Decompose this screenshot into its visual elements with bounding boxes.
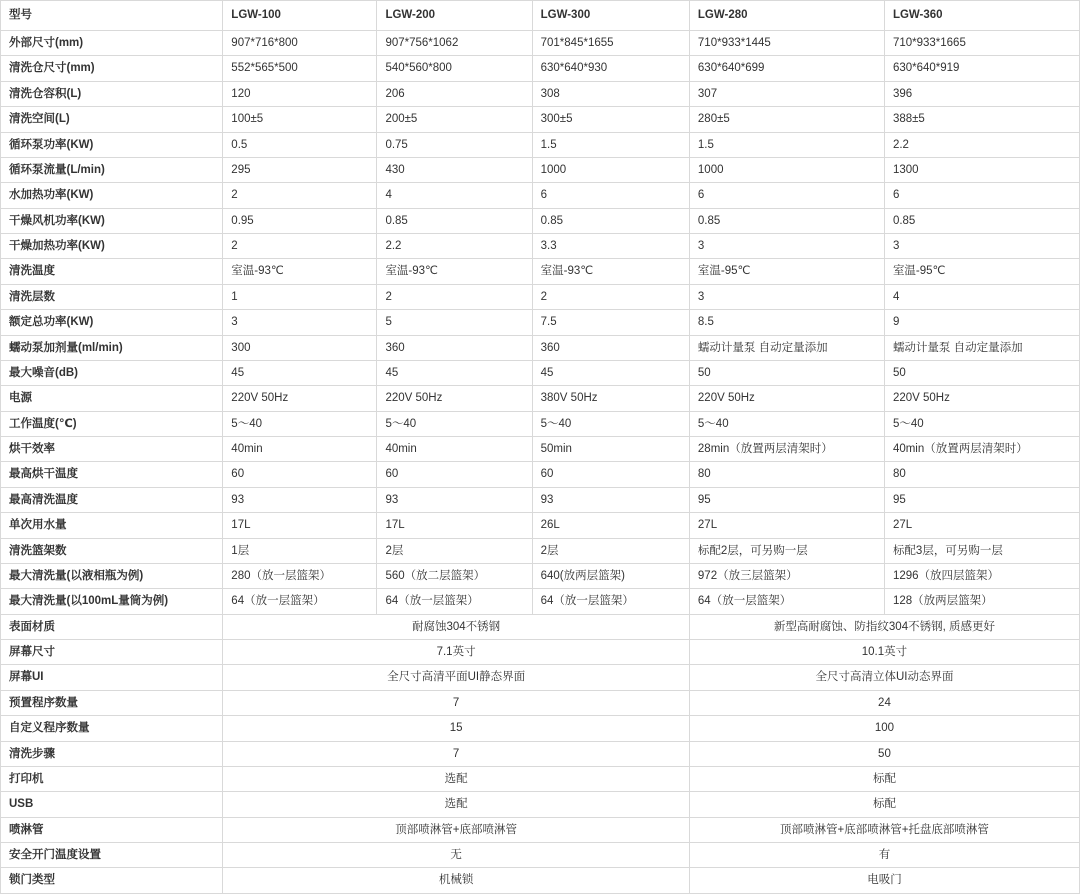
- table-row: [1, 386, 1080, 411]
- row-label: 循环泵流量(L/min): [1, 157, 223, 182]
- row-value: 27L: [689, 513, 884, 538]
- row-value: 5〜40: [223, 411, 377, 436]
- row-value-right-group: 50: [689, 741, 1079, 766]
- row-value: 45: [377, 360, 532, 385]
- row-value: 6: [532, 183, 689, 208]
- table-row: [1, 437, 1080, 462]
- row-value: 0.85: [884, 208, 1079, 233]
- row-value: 0.85: [689, 208, 884, 233]
- row-value: 1: [223, 284, 377, 309]
- model-header-5: LGW-360: [884, 1, 1079, 31]
- row-label: 清洗步骤: [1, 741, 223, 766]
- row-value: 27L: [884, 513, 1079, 538]
- row-value: 4: [884, 284, 1079, 309]
- row-value: 560（放二层篮架）: [377, 563, 532, 588]
- row-value-left-group: 7.1英寸: [223, 640, 690, 665]
- row-value: 95: [884, 487, 1079, 512]
- row-value: 3: [884, 234, 1079, 259]
- row-value: 8.5: [689, 310, 884, 335]
- table-row: [1, 234, 1080, 259]
- table-row: [1, 132, 1080, 157]
- row-value-right-group: 顶部喷淋管+底部喷淋管+托盘底部喷淋管: [689, 817, 1079, 842]
- row-label: 清洗空间(L): [1, 107, 223, 132]
- row-value: 120: [223, 81, 377, 106]
- row-value: 307: [689, 81, 884, 106]
- row-value: 2层: [377, 538, 532, 563]
- row-value: 80: [689, 462, 884, 487]
- table-row: [1, 56, 1080, 81]
- row-value-right-group: 有: [689, 843, 1079, 868]
- row-value: 220V 50Hz: [223, 386, 377, 411]
- row-value: 308: [532, 81, 689, 106]
- row-value: 206: [377, 81, 532, 106]
- row-value: 907*716*800: [223, 31, 377, 56]
- row-label: 烘干效率: [1, 437, 223, 462]
- row-value: 2.2: [884, 132, 1079, 157]
- row-value: 40min: [223, 437, 377, 462]
- row-value: 93: [532, 487, 689, 512]
- row-label: USB: [1, 792, 223, 817]
- row-value-right-group: 100: [689, 716, 1079, 741]
- row-label: 最大噪音(dB): [1, 360, 223, 385]
- row-value: 5: [377, 310, 532, 335]
- row-label: 最高清洗温度: [1, 487, 223, 512]
- row-value: 701*845*1655: [532, 31, 689, 56]
- row-value: 360: [532, 335, 689, 360]
- table-row-merged: [1, 792, 1080, 817]
- row-value: 0.5: [223, 132, 377, 157]
- row-value: 50min: [532, 437, 689, 462]
- table-row-merged: [1, 640, 1080, 665]
- row-label: 喷淋管: [1, 817, 223, 842]
- row-label: 自定义程序数量: [1, 716, 223, 741]
- table-row: [1, 335, 1080, 360]
- row-label: 循环泵功率(KW): [1, 132, 223, 157]
- row-value: 6: [884, 183, 1079, 208]
- table-row: [1, 259, 1080, 284]
- row-label: 屏幕UI: [1, 665, 223, 690]
- table-row-merged: [1, 690, 1080, 715]
- row-value: 64（放一层篮架）: [689, 589, 884, 614]
- row-value: 1层: [223, 538, 377, 563]
- row-value: 95: [689, 487, 884, 512]
- row-label: 安全开门温度设置: [1, 843, 223, 868]
- row-value: 630*640*919: [884, 56, 1079, 81]
- row-value-right-group: 24: [689, 690, 1079, 715]
- row-value: 室温-93℃: [532, 259, 689, 284]
- row-label: 水加热功率(KW): [1, 183, 223, 208]
- row-value: 3.3: [532, 234, 689, 259]
- row-value: 220V 50Hz: [689, 386, 884, 411]
- row-label: 外部尺寸(mm): [1, 31, 223, 56]
- table-row-merged: [1, 766, 1080, 791]
- row-value: 5〜40: [689, 411, 884, 436]
- model-header-1: LGW-100: [223, 1, 377, 31]
- row-value: 972（放三层篮架）: [689, 563, 884, 588]
- row-value: 1000: [689, 157, 884, 182]
- row-label: 清洗层数: [1, 284, 223, 309]
- row-value-right-group: 电吸门: [689, 868, 1079, 893]
- row-value-left-group: 选配: [223, 792, 690, 817]
- row-value: 3: [223, 310, 377, 335]
- row-value: 室温-93℃: [223, 259, 377, 284]
- row-value: 710*933*1445: [689, 31, 884, 56]
- row-value: 标配3层，可另购一层: [884, 538, 1079, 563]
- row-value: 0.85: [377, 208, 532, 233]
- row-value: 64（放一层篮架）: [223, 589, 377, 614]
- row-value-left-group: 顶部喷淋管+底部喷淋管: [223, 817, 690, 842]
- row-value-left-group: 选配: [223, 766, 690, 791]
- row-value: 1300: [884, 157, 1079, 182]
- row-label: 锁门类型: [1, 868, 223, 893]
- row-value: 710*933*1665: [884, 31, 1079, 56]
- row-label: 单次用水量: [1, 513, 223, 538]
- row-value: 64（放一层篮架）: [377, 589, 532, 614]
- row-value: 1.5: [532, 132, 689, 157]
- row-label: 屏幕尺寸: [1, 640, 223, 665]
- row-label: 清洗仓尺寸(mm): [1, 56, 223, 81]
- table-row: [1, 360, 1080, 385]
- row-value-right-group: 全尺寸高清立体UI动态界面: [689, 665, 1079, 690]
- row-value: 630*640*930: [532, 56, 689, 81]
- table-row-merged: [1, 741, 1080, 766]
- row-label: 最大清洗量(以液相瓶为例): [1, 563, 223, 588]
- table-row: [1, 513, 1080, 538]
- model-header-3: LGW-300: [532, 1, 689, 31]
- row-label: 工作温度(℃): [1, 411, 223, 436]
- row-value: 360: [377, 335, 532, 360]
- table-row: [1, 538, 1080, 563]
- row-value: 9: [884, 310, 1079, 335]
- row-label: 打印机: [1, 766, 223, 791]
- row-value: 64（放一层篮架）: [532, 589, 689, 614]
- row-value: 2: [377, 284, 532, 309]
- row-value: 1296（放四层篮架）: [884, 563, 1079, 588]
- row-value: 50: [884, 360, 1079, 385]
- table-row: [1, 31, 1080, 56]
- row-value: 640(放两层篮架): [532, 563, 689, 588]
- row-value: 5〜40: [532, 411, 689, 436]
- row-value: 100±5: [223, 107, 377, 132]
- row-label: 电源: [1, 386, 223, 411]
- row-value: 630*640*699: [689, 56, 884, 81]
- row-label: 蠕动泵加剂量(ml/min): [1, 335, 223, 360]
- row-value: 室温-93℃: [377, 259, 532, 284]
- row-value: 2: [532, 284, 689, 309]
- row-value: 2: [223, 183, 377, 208]
- row-value-left-group: 机械锁: [223, 868, 690, 893]
- row-value: 0.75: [377, 132, 532, 157]
- row-label: 最高烘干温度: [1, 462, 223, 487]
- row-value: 2.2: [377, 234, 532, 259]
- row-value-left-group: 无: [223, 843, 690, 868]
- row-value: 907*756*1062: [377, 31, 532, 56]
- table-row: [1, 563, 1080, 588]
- row-value: 5〜40: [377, 411, 532, 436]
- row-value: 60: [377, 462, 532, 487]
- row-value-left-group: 7: [223, 690, 690, 715]
- table-row: [1, 411, 1080, 436]
- row-value: 2层: [532, 538, 689, 563]
- row-value: 5〜40: [884, 411, 1079, 436]
- model-header-2: LGW-200: [377, 1, 532, 31]
- row-value: 45: [223, 360, 377, 385]
- row-value: 17L: [377, 513, 532, 538]
- row-value: 室温-95℃: [689, 259, 884, 284]
- row-value: 80: [884, 462, 1079, 487]
- row-label: 清洗仓容积(L): [1, 81, 223, 106]
- model-header-4: LGW-280: [689, 1, 884, 31]
- table-row: [1, 208, 1080, 233]
- row-value-left-group: 耐腐蚀304不锈钢: [223, 614, 690, 639]
- table-row: [1, 157, 1080, 182]
- row-label: 清洗温度: [1, 259, 223, 284]
- table-row-merged: [1, 614, 1080, 639]
- row-value-left-group: 7: [223, 741, 690, 766]
- row-value: 552*565*500: [223, 56, 377, 81]
- row-value: 220V 50Hz: [884, 386, 1079, 411]
- row-value: 60: [223, 462, 377, 487]
- row-value: 蠕动计量泵 自动定量添加: [884, 335, 1079, 360]
- row-label: 表面材质: [1, 614, 223, 639]
- row-label: 额定总功率(KW): [1, 310, 223, 335]
- row-value-left-group: 全尺寸高清平面UI静态界面: [223, 665, 690, 690]
- table-row-merged: [1, 868, 1080, 893]
- row-value-right-group: 标配: [689, 792, 1079, 817]
- row-label: 清洗篮架数: [1, 538, 223, 563]
- row-value-right-group: 新型高耐腐蚀、防指纹304不锈钢, 质感更好: [689, 614, 1079, 639]
- row-value: 430: [377, 157, 532, 182]
- row-label: 最大清洗量(以100mL量筒为例): [1, 589, 223, 614]
- row-value: 7.5: [532, 310, 689, 335]
- header-label-cell: 型号: [1, 1, 223, 31]
- table-row: [1, 183, 1080, 208]
- table-row: [1, 284, 1080, 309]
- table-row: [1, 589, 1080, 614]
- row-value: 40min: [377, 437, 532, 462]
- row-value: 0.85: [532, 208, 689, 233]
- row-value: 300±5: [532, 107, 689, 132]
- table-row: [1, 487, 1080, 512]
- row-value: 6: [689, 183, 884, 208]
- row-value: 1.5: [689, 132, 884, 157]
- row-value: 93: [377, 487, 532, 512]
- row-value: 蠕动计量泵 自动定量添加: [689, 335, 884, 360]
- row-value: 380V 50Hz: [532, 386, 689, 411]
- row-value: 3: [689, 284, 884, 309]
- row-value: 3: [689, 234, 884, 259]
- table-row-merged: [1, 716, 1080, 741]
- row-value: 2: [223, 234, 377, 259]
- row-value: 26L: [532, 513, 689, 538]
- row-value: 200±5: [377, 107, 532, 132]
- row-value: 45: [532, 360, 689, 385]
- table-row: [1, 107, 1080, 132]
- row-value: 295: [223, 157, 377, 182]
- row-value: 50: [689, 360, 884, 385]
- table-row: [1, 462, 1080, 487]
- row-value: 40min（放置两层清架时）: [884, 437, 1079, 462]
- row-value: 0.95: [223, 208, 377, 233]
- row-value: 室温-95℃: [884, 259, 1079, 284]
- table-row-merged: [1, 665, 1080, 690]
- row-value: 540*560*800: [377, 56, 532, 81]
- row-label: 干燥加热功率(KW): [1, 234, 223, 259]
- row-value: 280±5: [689, 107, 884, 132]
- row-value: 4: [377, 183, 532, 208]
- row-value: 280（放一层篮架）: [223, 563, 377, 588]
- row-value-right-group: 10.1英寸: [689, 640, 1079, 665]
- row-value: 388±5: [884, 107, 1079, 132]
- row-value-left-group: 15: [223, 716, 690, 741]
- row-value-right-group: 标配: [689, 766, 1079, 791]
- row-value: 220V 50Hz: [377, 386, 532, 411]
- row-label: 预置程序数量: [1, 690, 223, 715]
- row-value: 93: [223, 487, 377, 512]
- row-value: 28min（放置两层清架时）: [689, 437, 884, 462]
- table-header-row: [1, 1, 1080, 31]
- row-value: 60: [532, 462, 689, 487]
- row-label: 干燥风机功率(KW): [1, 208, 223, 233]
- row-value: 300: [223, 335, 377, 360]
- table-row-merged: [1, 843, 1080, 868]
- row-value: 17L: [223, 513, 377, 538]
- row-value: 标配2层，可另购一层: [689, 538, 884, 563]
- row-value: 396: [884, 81, 1079, 106]
- table-row: [1, 81, 1080, 106]
- table-row: [1, 310, 1080, 335]
- row-value: 1000: [532, 157, 689, 182]
- table-row-merged: [1, 817, 1080, 842]
- row-value: 128（放两层篮架）: [884, 589, 1079, 614]
